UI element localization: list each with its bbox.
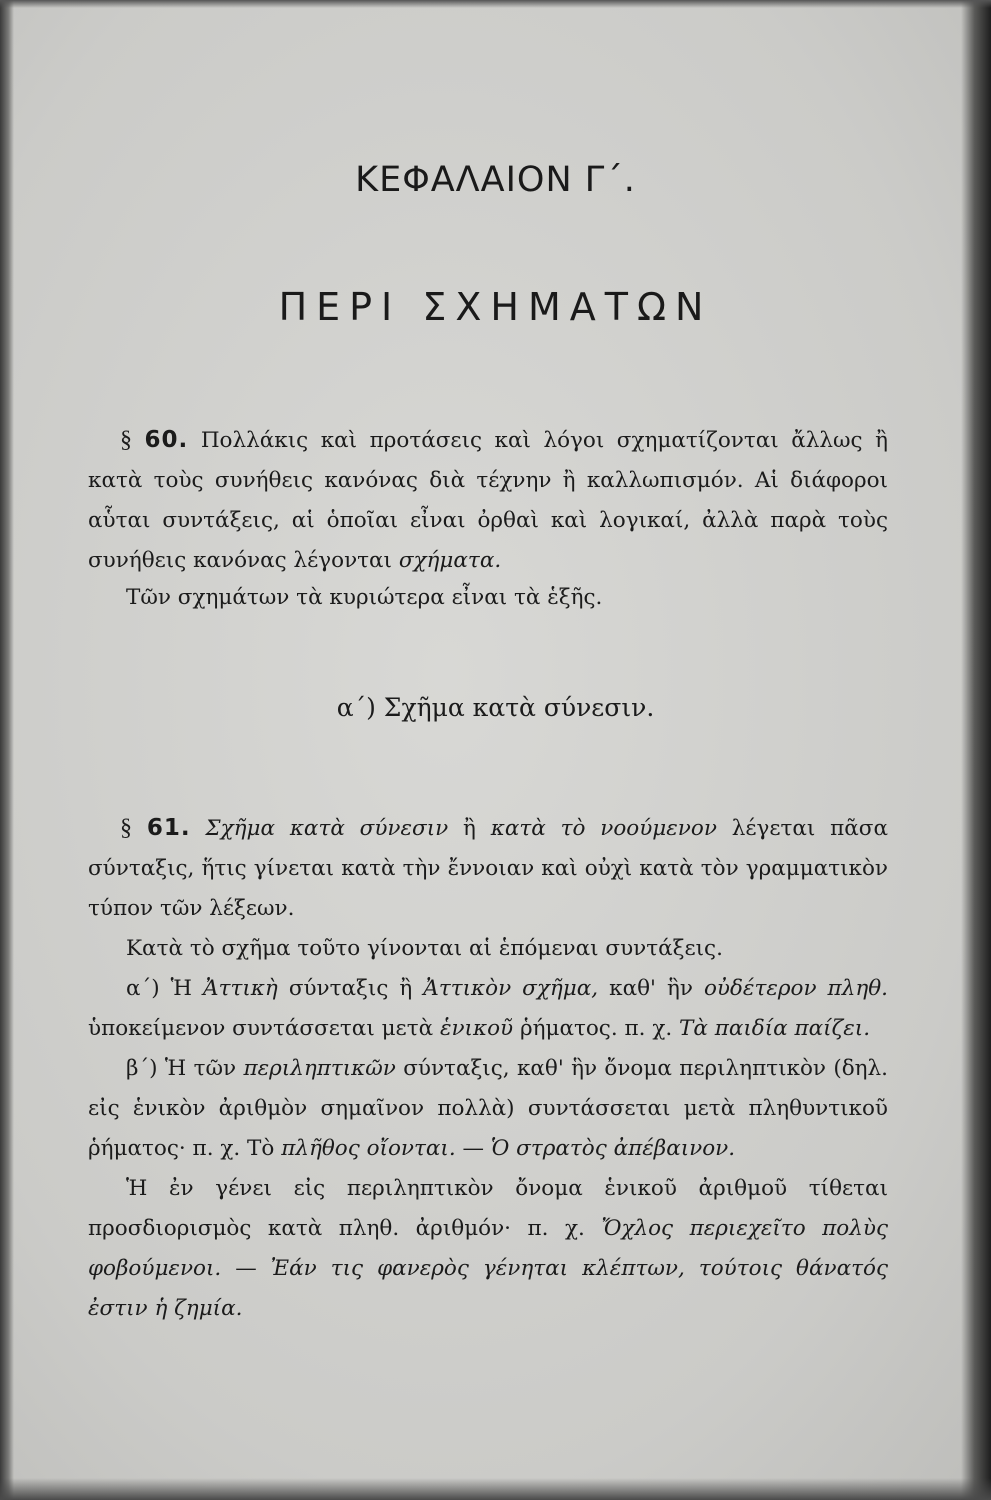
section-item-b <box>88 1049 888 1169</box>
section-paragraph: Κατὰ τὸ σχῆμα τοῦτο γίνονται αἱ ἑπόμεναι συντάξεις. <box>126 936 723 961</box>
item-text: σύνταξις ἢ <box>288 976 413 1001</box>
chapter-heading: ΚΕΦΑΛΑΙΟΝ Γ΄. <box>355 160 636 200</box>
item-example: Τὰ παιδία παίζει. <box>679 1016 871 1041</box>
item-text: ὑποκείμενον συντάσσεται μετὰ <box>88 1016 434 1041</box>
item-text: σύνταξις, καθ' ἣν ὄνομα περιληπτικὸν (δηλ. εἰς ἑνικὸν ἀριθμὸν σημαῖνον πολλὰ) συντάσσεται μετὰ πληθυντικοῦ ῥήματος· π. χ. Τὸ <box>88 1056 888 1161</box>
item-term: ἑνικοῦ <box>439 1016 514 1041</box>
section-60-line <box>88 578 888 618</box>
section-body: λέγεται πᾶσα σύνταξις, ἥτις γίνεται κατὰ τὴν ἔννοιαν καὶ οὐχὶ κατὰ τὸν γραμματικὸν τύπον τῶν λέξεων. <box>88 816 888 921</box>
section-body: Πολλάκις καὶ προτάσεις καὶ λόγοι σχηματίζονται ἄλλως ἢ κατὰ τοὺς συνήθεις κανόνας διὰ τέχνην ἢ καλλωπισμόν. Αἱ διάφοροι αὗται συντάξεις, αἱ ὁποῖαι εἶναι ὀρθαὶ καὶ λογικαί, ἀλλὰ παρὰ τοὺς συνήθεις κανόνας λέγονται <box>88 428 888 573</box>
section-text: ἢ <box>463 816 476 841</box>
section-item-a <box>88 969 888 1049</box>
section-61 <box>88 808 888 1329</box>
item-dash: — <box>462 1136 484 1161</box>
item-example: Ἐάν τις φανερὸς γένηται κλέπτων, τούτοις θάνατός ἐστιν ἡ ζημία. <box>88 1256 888 1321</box>
item-text: ῥήματος. π. χ. <box>519 1016 673 1041</box>
item-dash: — <box>235 1256 257 1281</box>
section-60 <box>88 420 888 581</box>
item-example: Ὄχλος περιεχεῖτο πολὺς φοβούμενοι. <box>88 1216 888 1281</box>
item-text: καθ' ἣν <box>609 976 693 1001</box>
item-term: Ἀττικὴ <box>203 976 278 1001</box>
section-number: 60. <box>144 427 189 453</box>
item-example: πλῆθος οἴονται. <box>281 1136 456 1161</box>
section-body-line: Τῶν σχημάτων τὰ κυριώτερα εἶναι τὰ ἑξῆς. <box>126 585 603 610</box>
item-label: α΄) Ἡ <box>126 976 193 1001</box>
subsection-heading: α΄) Σχῆμα κατὰ σύνεσιν. <box>336 693 655 722</box>
item-text: Ἡ ἐν γένει εἰς περιληπτικὸν ὄνομα ἑνικοῦ ἀριθμοῦ τίθεται προσδιορισμὸς κατὰ πληθ. ἀριθμόν· π. χ. <box>88 1176 888 1241</box>
item-term: περιληπτικῶν <box>243 1056 396 1081</box>
page-edge-right <box>961 0 991 1500</box>
item-term: οὐδέτερον πληθ. <box>703 976 888 1001</box>
section-mark: § <box>120 427 132 453</box>
section-term: Σχῆμα κατὰ σύνεσιν <box>205 816 449 841</box>
item-label: β΄) Ἡ τῶν <box>126 1056 237 1081</box>
page-edge-bottom <box>0 1478 991 1500</box>
page-edge-top <box>0 0 991 8</box>
section-mark: § <box>120 815 132 841</box>
section-term: σχήματα. <box>398 548 502 573</box>
item-term: Ἀττικὸν σχῆμα, <box>423 976 599 1001</box>
section-item-c <box>88 1169 888 1329</box>
item-example: Ὁ στρατὸς ἀπέβαινον. <box>490 1136 736 1161</box>
section-term: κατὰ τὸ νοούμενον <box>490 816 717 841</box>
page-edge-left <box>0 0 14 1500</box>
page-title: ΠΕΡΙ ΣΧΗΜΑΤΩΝ <box>278 285 713 329</box>
section-number: 61. <box>146 815 191 841</box>
